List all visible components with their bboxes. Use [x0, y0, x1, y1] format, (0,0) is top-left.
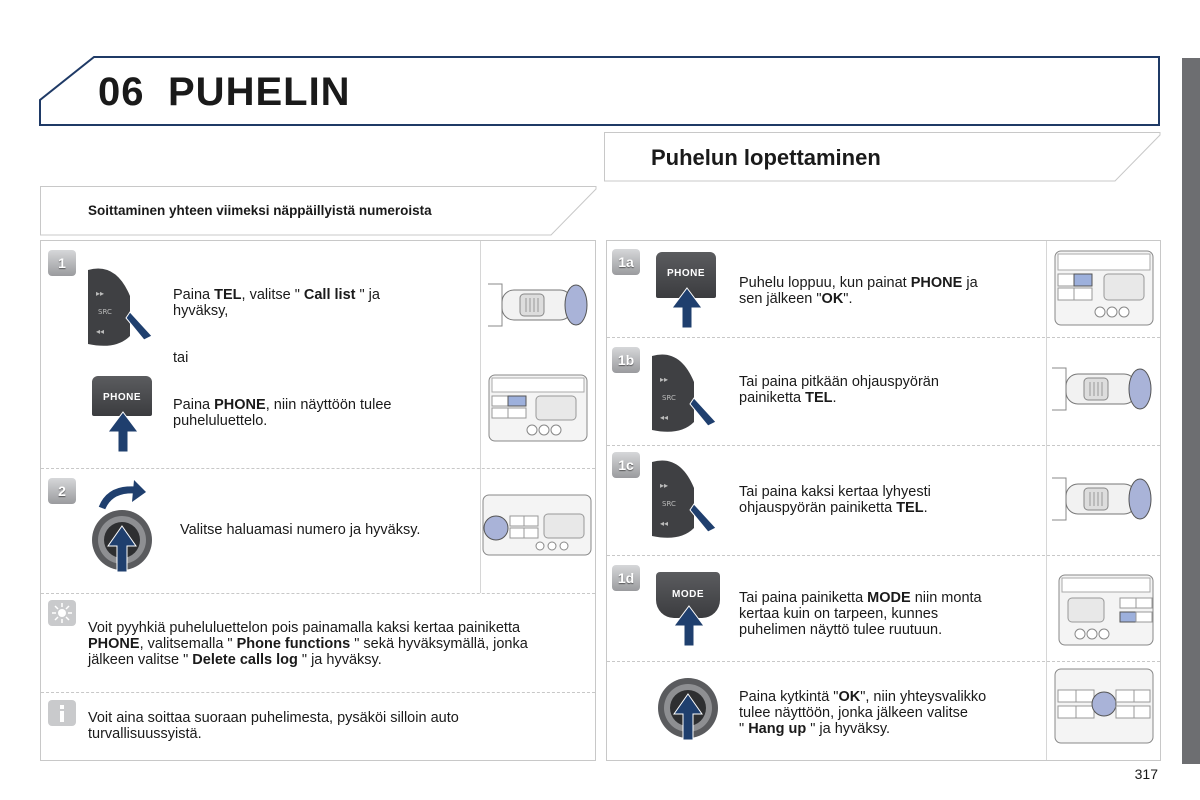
- chapter-side-tab: [1182, 58, 1200, 764]
- tip-light-icon: [48, 600, 76, 626]
- radio-panel-phone-diagram-icon: [488, 374, 588, 442]
- row-divider: [607, 555, 1160, 556]
- radio-panel-mode-diagram-icon: [1058, 574, 1154, 646]
- final-instruction: Paina kytkintä "OK", niin yhteysvalikko tulee näyttöön, jonka jälkeen valitse " Hang up " ja hyväksy.: [739, 689, 987, 737]
- ok-knob-press-icon: [652, 670, 728, 746]
- radio-panel-ok-diagram-icon: [1054, 668, 1154, 744]
- step-badge-2: 2: [48, 478, 76, 504]
- step-badge-1b: 1b: [612, 347, 640, 373]
- left-image-column-divider: [480, 241, 481, 593]
- step1b-instruction: Tai paina pitkään ohjauspyörän painiketta TEL.: [739, 374, 939, 406]
- step1-alt-instruction: Paina PHONE, niin näyttöön tulee puheluluettelo.: [173, 397, 392, 429]
- row-divider: [41, 692, 595, 693]
- radio-panel-knob-diagram-icon: [482, 494, 592, 556]
- page-number: 317: [1134, 766, 1158, 782]
- info-icon: [48, 700, 76, 726]
- press-arrow-icon: [672, 604, 706, 648]
- svg-text:▸▸: ▸▸: [96, 289, 105, 298]
- svg-text:◂◂: ◂◂: [96, 327, 105, 336]
- info-text: Voit aina soittaa suoraan puhelimesta, pysäköi silloin auto turvallisuussyistä.: [88, 710, 459, 742]
- steering-stalk-diagram-icon: [486, 276, 590, 338]
- mode-key-icon: MODE: [656, 572, 720, 618]
- svg-text:SRC: SRC: [662, 394, 676, 402]
- steering-tel-button-icon: [86, 266, 156, 346]
- step-badge-1d: 1d: [612, 565, 640, 591]
- steering-stalk-diagram-icon: [1050, 470, 1154, 532]
- step2-instruction: Valitse haluamasi numero ja hyväksy.: [180, 522, 421, 538]
- svg-text:SRC: SRC: [662, 500, 676, 508]
- chapter-number: 06: [98, 70, 145, 114]
- tip-text: Voit pyyhkiä puheluluettelon pois painamalla kaksi kertaa painiketta PHONE, valitsemalla " Phone functions " sekä hyväksymällä, jonka jälkeen valitse " Delete calls log " ja hyväksy.: [88, 620, 528, 668]
- step1d-instruction: Tai paina painiketta MODE niin monta kertaa kuin on tarpeen, kunnes puhelimen näyttö tulee ruutuun.: [739, 590, 982, 638]
- step1c-instruction: Tai paina kaksi kertaa lyhyesti ohjauspyörän painiketta TEL.: [739, 484, 931, 516]
- step-badge-1: 1: [48, 250, 76, 276]
- steering-stalk-diagram-icon: [1050, 360, 1154, 422]
- row-divider: [607, 661, 1160, 662]
- chapter-title: PUHELIN: [168, 70, 351, 114]
- svg-text:▸▸: ▸▸: [660, 375, 669, 384]
- phone-key-icon: PHONE: [92, 376, 152, 416]
- row-divider: [607, 337, 1160, 338]
- phone-key-icon: PHONE: [656, 252, 716, 298]
- press-arrow-icon: [106, 410, 140, 454]
- row-divider: [41, 593, 595, 594]
- right-image-column-divider: [1046, 241, 1047, 760]
- steering-tel-button-icon: [650, 458, 720, 538]
- step-badge-1a: 1a: [612, 249, 640, 275]
- svg-text:SRC: SRC: [98, 308, 112, 316]
- step1-instruction: Paina TEL, valitse " Call list " ja hyväksy,: [173, 287, 380, 319]
- svg-text:▸▸: ▸▸: [660, 481, 669, 490]
- row-divider: [607, 445, 1160, 446]
- svg-text:◂◂: ◂◂: [660, 413, 669, 422]
- step1a-instruction: Puhelu loppuu, kun painat PHONE ja sen jälkeen "OK".: [739, 275, 978, 307]
- step1-or-text: tai: [173, 350, 189, 366]
- right-section-title: Puhelun lopettaminen: [651, 145, 881, 170]
- row-divider: [41, 468, 595, 469]
- svg-text:◂◂: ◂◂: [660, 519, 669, 528]
- step-badge-1c: 1c: [612, 452, 640, 478]
- radio-panel-phone-diagram-icon: [1054, 250, 1154, 326]
- rotary-knob-select-icon: [86, 482, 162, 578]
- steering-tel-button-icon: [650, 352, 720, 432]
- press-arrow-icon: [670, 286, 704, 330]
- left-section-title: Soittaminen yhteen viimeksi näppäillyistä numeroista: [88, 203, 432, 218]
